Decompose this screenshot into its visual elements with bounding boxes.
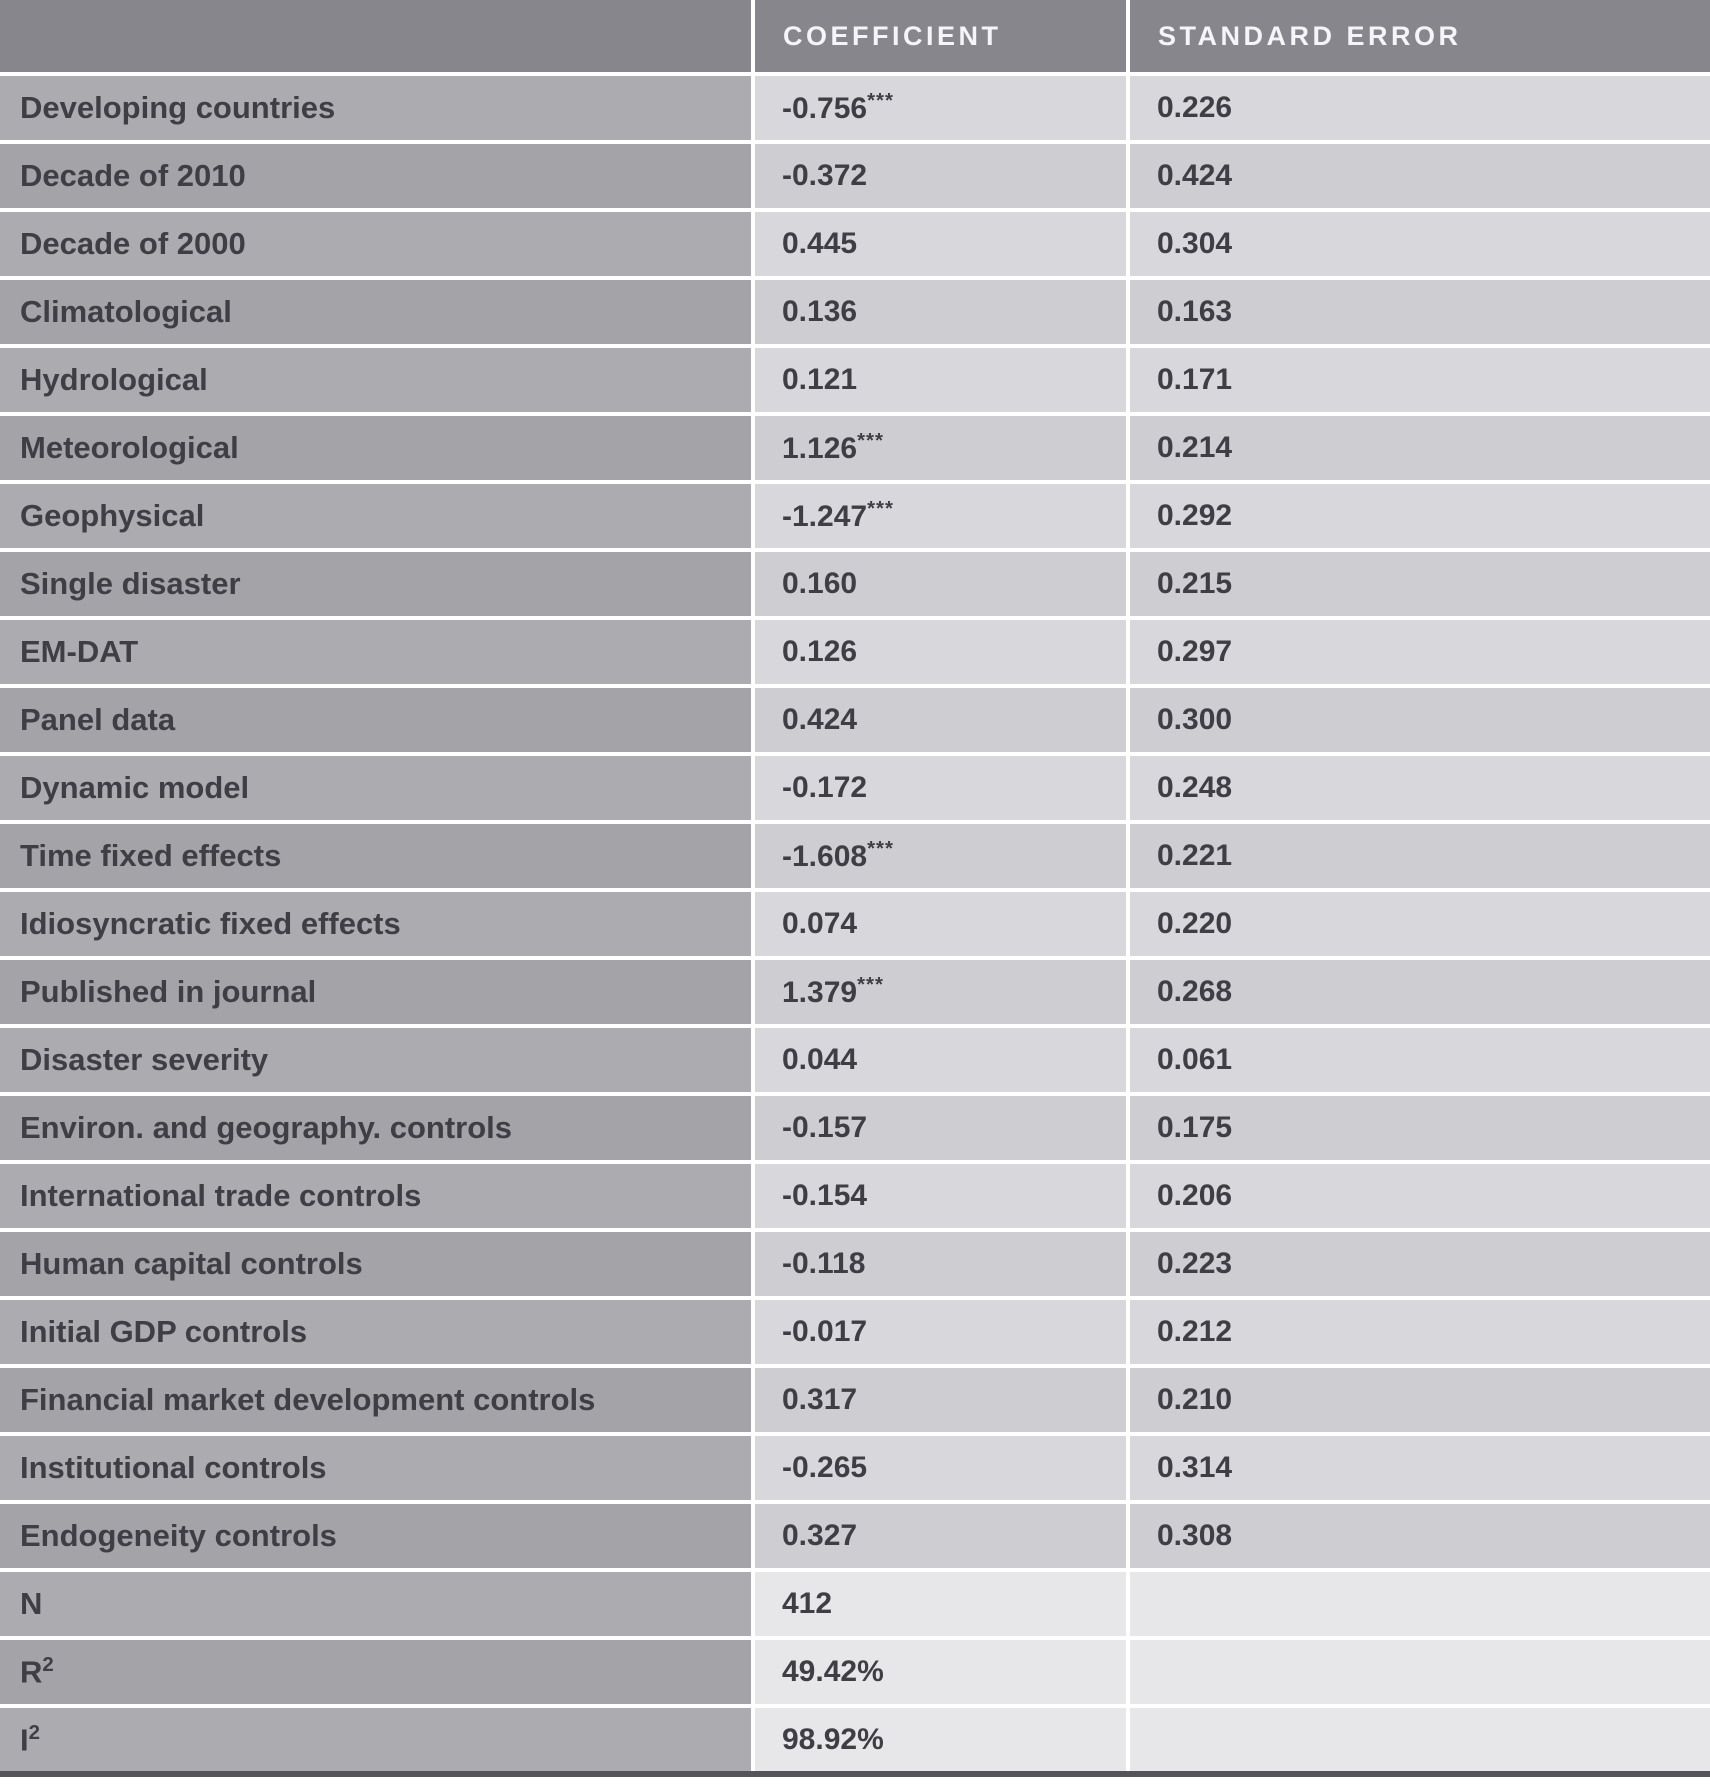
coefficient-cell <box>753 618 1128 686</box>
table-row <box>0 482 1710 550</box>
coefficient-cell <box>753 1298 1128 1366</box>
standard-error-cell: 0.304 <box>1128 210 1710 278</box>
coefficient-value: -0.154 <box>782 1179 868 1212</box>
significance-stars: *** <box>857 430 884 452</box>
coefficient-cell <box>753 550 1128 618</box>
summary-value-cell: 98.92% <box>753 1706 1128 1774</box>
table-row <box>0 754 1710 822</box>
coefficient-value: 1.379 <box>782 976 858 1009</box>
significance-stars: *** <box>867 838 894 860</box>
table-row <box>0 1366 1710 1434</box>
row-label: Panel data <box>0 686 753 754</box>
coefficient-value: 0.327 <box>782 1519 858 1552</box>
standard-error-cell: 0.314 <box>1128 1434 1710 1502</box>
row-label: Human capital controls <box>0 1230 753 1298</box>
table-row <box>0 618 1710 686</box>
coefficient-value: -0.157 <box>782 1111 868 1144</box>
coefficient-cell <box>753 346 1128 414</box>
row-label: Single disaster <box>0 550 753 618</box>
table-row <box>0 278 1710 346</box>
coefficient-cell <box>753 1162 1128 1230</box>
row-label: Disaster severity <box>0 1026 753 1094</box>
row-label: Dynamic model <box>0 754 753 822</box>
coefficient-value: 0.317 <box>782 1383 858 1416</box>
coefficient-value: -0.756 <box>782 92 868 125</box>
coefficient-value: 0.044 <box>782 1043 858 1076</box>
standard-error-cell: 0.163 <box>1128 278 1710 346</box>
standard-error-cell: 0.424 <box>1128 142 1710 210</box>
row-label: Developing countries <box>0 74 753 142</box>
header-standard-error: STANDARD ERROR <box>1128 0 1710 74</box>
coefficient-cell <box>753 74 1128 142</box>
row-label: Endogeneity controls <box>0 1502 753 1570</box>
significance-stars: *** <box>867 90 894 112</box>
table-row <box>0 958 1710 1026</box>
table-row <box>0 1502 1710 1570</box>
table-body <box>0 74 1710 1774</box>
coefficient-cell <box>753 142 1128 210</box>
summary-row <box>0 1638 1710 1706</box>
row-label: Time fixed effects <box>0 822 753 890</box>
header-coefficient: COEFFICIENT <box>753 0 1128 74</box>
table-row <box>0 1298 1710 1366</box>
summary-value-cell: 412 <box>753 1570 1128 1638</box>
summary-label <box>0 1570 753 1638</box>
coefficient-value: -0.172 <box>782 771 868 804</box>
summary-label <box>0 1638 753 1706</box>
coefficient-value: 0.424 <box>782 703 858 736</box>
row-label: Hydrological <box>0 346 753 414</box>
standard-error-cell: 0.171 <box>1128 346 1710 414</box>
table-row <box>0 890 1710 958</box>
coefficient-value: -0.265 <box>782 1451 868 1484</box>
row-label: Climatological <box>0 278 753 346</box>
table-row <box>0 550 1710 618</box>
row-label: Published in journal <box>0 958 753 1026</box>
table-row <box>0 686 1710 754</box>
table-row <box>0 142 1710 210</box>
coefficient-value: 1.126 <box>782 432 858 465</box>
coefficient-value: 0.121 <box>782 363 858 396</box>
standard-error-cell: 0.308 <box>1128 1502 1710 1570</box>
coefficient-cell <box>753 754 1128 822</box>
row-label: Decade of 2000 <box>0 210 753 278</box>
coefficient-value: -1.608 <box>782 840 868 873</box>
coefficient-cell <box>753 822 1128 890</box>
table-row <box>0 822 1710 890</box>
table-row <box>0 346 1710 414</box>
coefficient-value: -1.247 <box>782 500 868 533</box>
summary-label-text: I <box>20 1722 29 1758</box>
row-label: EM-DAT <box>0 618 753 686</box>
coefficient-cell <box>753 278 1128 346</box>
row-label: Institutional controls <box>0 1434 753 1502</box>
standard-error-cell: 0.292 <box>1128 482 1710 550</box>
row-label: Initial GDP controls <box>0 1298 753 1366</box>
row-label: International trade controls <box>0 1162 753 1230</box>
coefficient-value: 0.160 <box>782 567 858 600</box>
row-label: Financial market development controls <box>0 1366 753 1434</box>
summary-row <box>0 1570 1710 1638</box>
coefficient-cell <box>753 958 1128 1026</box>
summary-empty-cell <box>1128 1570 1710 1638</box>
coefficient-value: 0.136 <box>782 295 858 328</box>
summary-row <box>0 1706 1710 1774</box>
standard-error-cell: 0.061 <box>1128 1026 1710 1094</box>
coefficient-cell <box>753 1230 1128 1298</box>
coefficient-cell <box>753 890 1128 958</box>
standard-error-cell: 0.223 <box>1128 1230 1710 1298</box>
row-label: Idiosyncratic fixed effects <box>0 890 753 958</box>
table-row <box>0 1026 1710 1094</box>
summary-label <box>0 1706 753 1774</box>
standard-error-cell: 0.268 <box>1128 958 1710 1026</box>
coefficient-value: -0.372 <box>782 159 868 192</box>
coefficient-value: -0.017 <box>782 1315 868 1348</box>
table-row <box>0 1094 1710 1162</box>
significance-stars: *** <box>867 498 894 520</box>
header-label-cell <box>0 0 753 74</box>
row-label: Decade of 2010 <box>0 142 753 210</box>
table-row <box>0 1230 1710 1298</box>
row-label: Meteorological <box>0 414 753 482</box>
standard-error-cell: 0.215 <box>1128 550 1710 618</box>
coefficient-cell <box>753 1502 1128 1570</box>
row-label: Environ. and geography. controls <box>0 1094 753 1162</box>
summary-empty-cell <box>1128 1638 1710 1706</box>
coefficient-cell <box>753 210 1128 278</box>
summary-empty-cell <box>1128 1706 1710 1774</box>
standard-error-cell: 0.248 <box>1128 754 1710 822</box>
standard-error-cell: 0.226 <box>1128 74 1710 142</box>
coefficient-cell <box>753 1094 1128 1162</box>
standard-error-cell: 0.300 <box>1128 686 1710 754</box>
table-row <box>0 1434 1710 1502</box>
header-row <box>0 0 1710 74</box>
table-row <box>0 210 1710 278</box>
standard-error-cell: 0.221 <box>1128 822 1710 890</box>
standard-error-cell: 0.297 <box>1128 618 1710 686</box>
coefficient-cell <box>753 1434 1128 1502</box>
coefficient-value: 0.074 <box>782 907 858 940</box>
summary-label-text: R <box>20 1654 43 1690</box>
coefficient-value: 0.445 <box>782 227 858 260</box>
coefficient-cell <box>753 1026 1128 1094</box>
standard-error-cell: 0.206 <box>1128 1162 1710 1230</box>
row-label: Geophysical <box>0 482 753 550</box>
significance-stars: *** <box>857 974 884 996</box>
summary-label-text: N <box>20 1586 43 1621</box>
table-row <box>0 1162 1710 1230</box>
coefficient-cell <box>753 414 1128 482</box>
summary-label-superscript: 2 <box>28 1720 40 1744</box>
standard-error-cell: 0.175 <box>1128 1094 1710 1162</box>
coefficient-value: 0.126 <box>782 635 858 668</box>
summary-value-cell: 49.42% <box>753 1638 1128 1706</box>
table-row <box>0 74 1710 142</box>
standard-error-cell: 0.220 <box>1128 890 1710 958</box>
standard-error-cell: 0.214 <box>1128 414 1710 482</box>
coefficient-cell <box>753 686 1128 754</box>
table-row <box>0 414 1710 482</box>
coefficient-cell <box>753 1366 1128 1434</box>
standard-error-cell: 0.212 <box>1128 1298 1710 1366</box>
summary-label-superscript: 2 <box>42 1653 54 1677</box>
coefficient-value: -0.118 <box>782 1247 866 1280</box>
standard-error-cell: 0.210 <box>1128 1366 1710 1434</box>
coefficient-cell <box>753 482 1128 550</box>
